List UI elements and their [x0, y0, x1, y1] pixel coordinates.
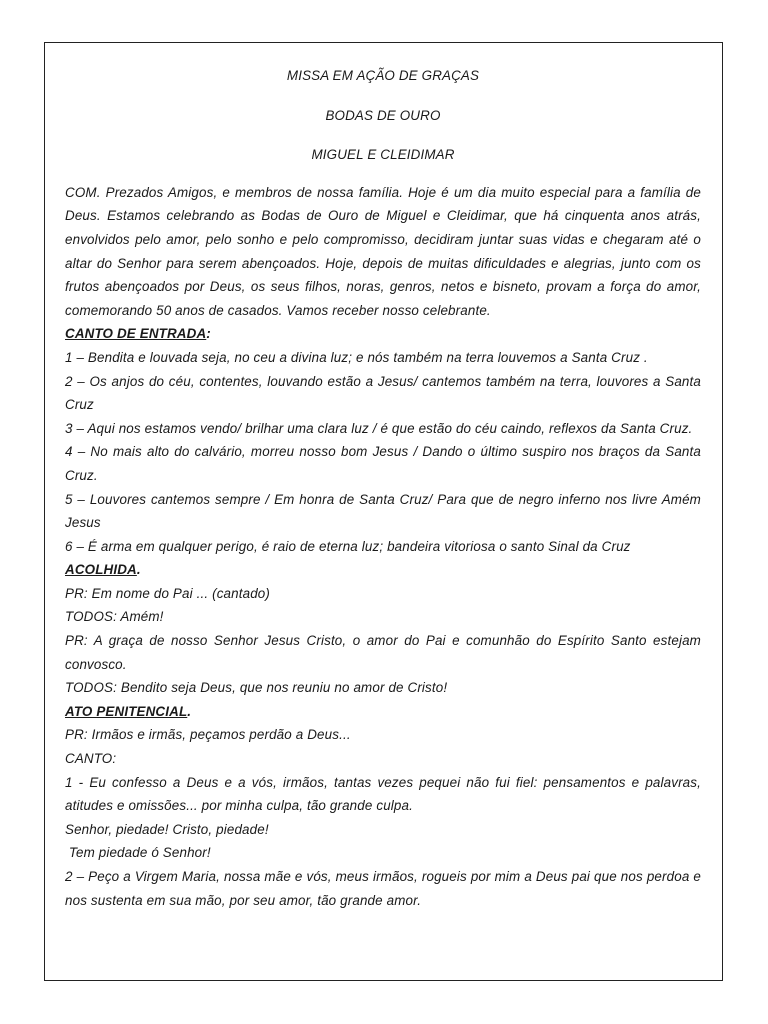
document-body [65, 64, 701, 912]
canto-entrada-heading-text: CANTO DE ENTRADA [65, 326, 207, 342]
liturgy-line: PR: A graça de nosso Senhor Jesus Cristo, o amor do Pai e comunhão do Espírito Santo estejam convosco. [65, 633, 701, 672]
acolhida-heading-text: ACOLHIDA [65, 562, 137, 578]
mass-title: MISSA EM AÇÃO DE GRAÇAS [286, 68, 480, 83]
ato-penitencial-heading-suffix: . [187, 703, 192, 719]
intro-paragraph: COM. Prezados Amigos, e membros de nossa família. Hoje é um dia muito especial para a família de Deus. Estamos celebrando as Bodas de Ouro de Miguel e Cleidimar, que há cinquenta anos atrás, envolvidos pelo amor, pelo sonho e pelo compromisso, decidiram juntar suas vidas e chegaram até o altar do Senhor para serem abençoados. Hoje, depois de muitas dificuldades e alegrias, junto com os frutos abençoados por Deus, os seus filhos, noras, genros, netos e bisneto, provam a força do amor, comemorando 50 anos de casados. Vamos receber nosso celebrante. [65, 184, 701, 318]
canto-entrada-heading-suffix: : [206, 326, 211, 342]
liturgy-line: TODOS: Amém! [65, 609, 164, 625]
liturgy-line: 1 - Eu confesso a Deus e a vós, irmãos, tantas vezes pequei não fui fiel: pensamentos e palavras, atitudes e omissões... por minha culpa, tão grande culpa. [65, 774, 701, 814]
ato-penitencial-heading-text: ATO PENITENCIAL [65, 703, 188, 719]
section-heading-ato-penitencial [65, 700, 701, 724]
verse-line: 3 – Aqui nos estamos vendo/ brilhar uma clara luz / é que estão do céu caindo, reflexos da Santa Cruz. [65, 420, 693, 436]
verse-line: 2 – Os anjos do céu, contentes, louvando estão a Jesus/ cantemos também na terra, louvores a Santa Cruz [65, 373, 701, 413]
liturgy-line: PR: Em nome do Pai ... (cantado) [65, 585, 271, 601]
occasion-title: BODAS DE OURO [325, 107, 441, 123]
liturgy-line: 2 – Peço a Virgem Maria, nossa mãe e vós, meus irmãos, rogueis por mim a Deus pai que nos perdoa e nos sustenta em sua mão, por seu amor, tão grande amor. [65, 869, 701, 908]
verse-line: 4 – No mais alto do calvário, morreu nosso bom Jesus / Dando o último suspiro nos braços da Santa Cruz. [65, 444, 701, 483]
verse-line: 1 – Bendita e louvada seja, no ceu a divina luz; e nós também na terra louvemos a Santa Cruz . [65, 349, 648, 365]
section-heading-canto-entrada [65, 322, 701, 346]
liturgy-line: CANTO: [65, 751, 117, 767]
couple-names: MIGUEL E CLEIDIMAR [311, 147, 455, 163]
liturgy-line: Senhor, piedade! Cristo, piedade! [65, 821, 269, 837]
verse-line: 6 – É arma em qualquer perigo, é raio de eterna luz; bandeira vitoriosa o santo Sinal da Cruz [65, 538, 631, 554]
liturgy-line: Tem piedade ó Senhor! [65, 845, 211, 861]
acolhida-heading-suffix: . [136, 562, 141, 578]
liturgy-line: PR: Irmãos e irmãs, peçamos perdão a Deus... [65, 727, 351, 743]
verse-line: 5 – Louvores cantemos sempre / Em honra de Santa Cruz/ Para que de negro inferno nos livre Amém Jesus [65, 491, 701, 531]
section-heading-acolhida [65, 558, 701, 582]
liturgy-line: TODOS: Bendito seja Deus, que nos reuniu no amor de Cristo! [65, 680, 448, 696]
